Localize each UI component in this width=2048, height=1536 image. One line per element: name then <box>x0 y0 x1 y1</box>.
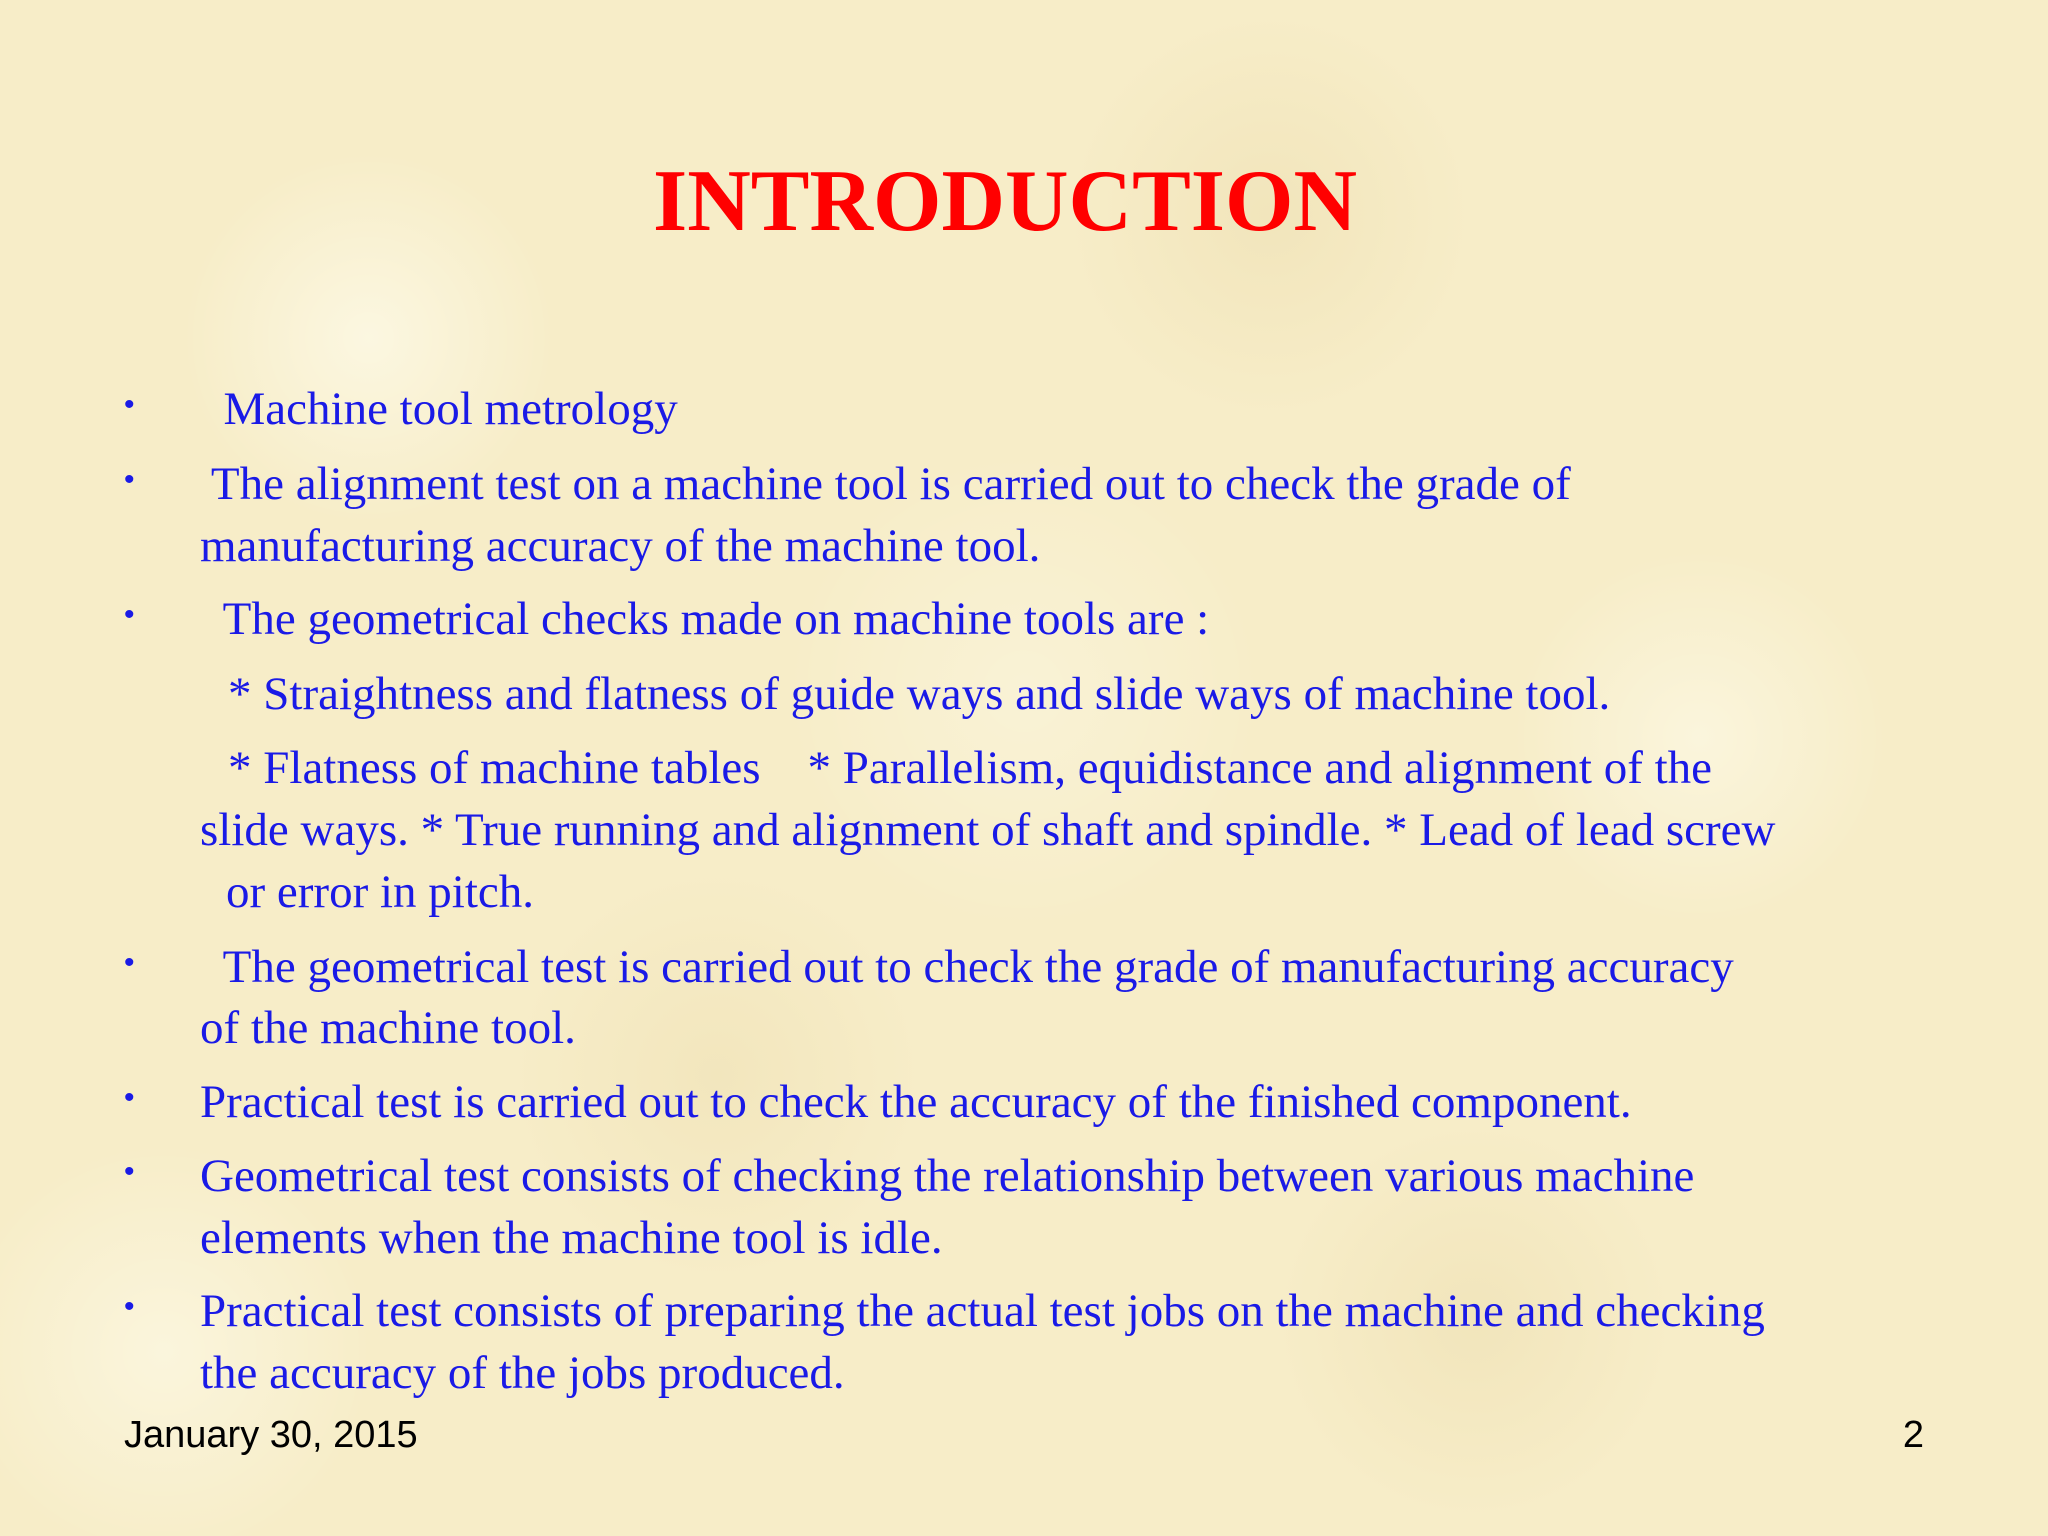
bullet-geometrical-test-line-1: The geometrical test is carried out to check the grade of manufacturing accuracy <box>200 941 1734 993</box>
bullet-marker: • <box>124 1155 135 1188</box>
slide-title: INTRODUCTION <box>652 153 1358 250</box>
bullet-geometrical-consists-line-1: Geometrical test consists of checking the relationship between various machine <box>200 1150 1695 1202</box>
bullet-marker: • <box>124 598 135 631</box>
footer-date: January 30, 2015 <box>124 1414 418 1456</box>
footer-page-number: 2 <box>1902 1414 1924 1456</box>
bullet-practical-consists-line-1: Practical test consists of preparing the actual test jobs on the machine and checking <box>200 1285 1765 1337</box>
sub-item-flatness-line-3: or error in pitch. <box>226 866 535 918</box>
bullet-alignment-test-line-2: manufacturing accuracy of the machine tool. <box>200 520 1041 572</box>
sub-item-flatness-line-1: * Flatness of machine tables * Parallelism, equidistance and alignment of the <box>228 742 1713 794</box>
bullet-machine-tool-metrology: Machine tool metrology <box>200 383 678 435</box>
bullet-marker: • <box>124 1290 135 1323</box>
bullet-geometrical-test-line-2: of the machine tool. <box>200 1002 576 1054</box>
bullet-geometrical-consists-line-2: elements when the machine tool is idle. <box>200 1212 943 1264</box>
bullet-geometrical-checks: The geometrical checks made on machine tools are : <box>200 593 1210 645</box>
bullet-marker: • <box>124 946 135 979</box>
bullet-alignment-test-line-1: The alignment test on a machine tool is carried out to check the grade of <box>200 458 1571 510</box>
sub-item-straightness: * Straightness and flatness of guide ways and slide ways of machine tool. <box>228 668 1611 720</box>
bullet-marker: • <box>124 463 135 496</box>
bullet-marker: • <box>124 388 135 421</box>
bullet-practical-consists-line-2: the accuracy of the jobs produced. <box>200 1347 845 1399</box>
bullet-marker: • <box>124 1081 135 1114</box>
sub-item-flatness-line-2: slide ways. * True running and alignment of shaft and spindle. * Lead of lead screw <box>200 804 1776 856</box>
bullet-practical-test: Practical test is carried out to check the accuracy of the finished component. <box>200 1076 1632 1128</box>
